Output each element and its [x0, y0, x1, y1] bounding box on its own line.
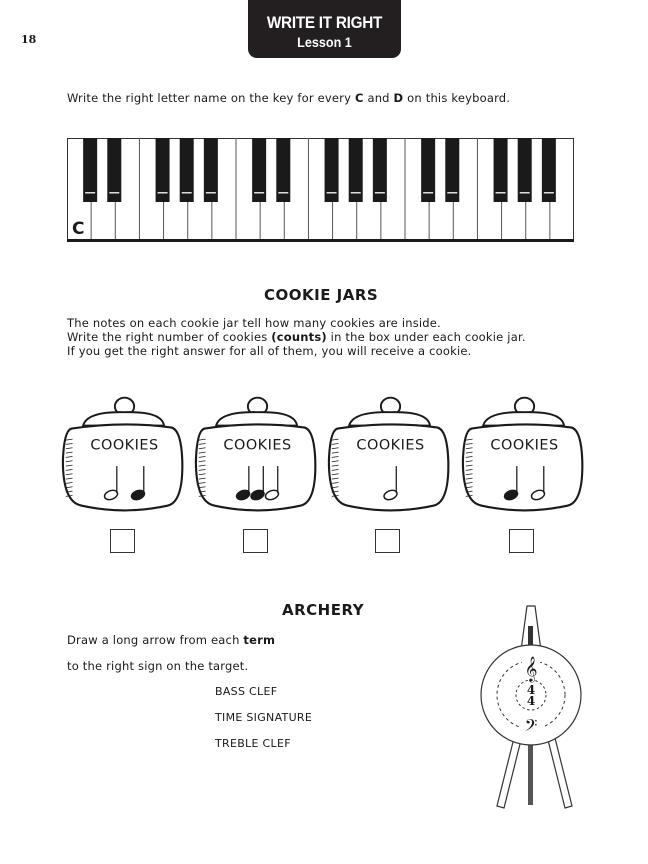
black-key-highlight [278, 192, 288, 194]
black-key-highlight [520, 192, 530, 194]
term-treble-clef: TREBLE CLEF [215, 737, 291, 750]
archery-target [470, 598, 595, 813]
treble-clef-icon: 𝄞 [524, 657, 538, 682]
answer-box[interactable] [110, 529, 135, 553]
easel-post-bottom [528, 743, 533, 805]
time-signature-top: 4 [526, 683, 536, 697]
instruction-text: Write the right letter name on the key for every [67, 91, 355, 105]
cookie-jar [60, 393, 190, 518]
archery-line-2: to the right sign on the target. [67, 659, 249, 673]
instruction-bold-d: D [393, 91, 404, 105]
example-key-label: C [72, 219, 85, 239]
black-key-highlight [206, 192, 216, 194]
term-time-signature: TIME SIGNATURE [215, 711, 313, 724]
instruction-bold-counts: (counts) [271, 330, 327, 344]
cookie-line-2 [67, 330, 526, 344]
jar-label: COOKIES [90, 437, 159, 454]
black-key-highlight [496, 192, 506, 194]
archery-line-1 [67, 633, 275, 647]
black-key-highlight [351, 192, 361, 194]
keyboard-base [67, 239, 574, 242]
lesson-header [248, 0, 401, 58]
jar-label: COOKIES [356, 437, 425, 454]
instruction-bold-c: C [354, 91, 364, 105]
cookie-jar [326, 393, 456, 518]
black-key-highlight [447, 192, 457, 194]
time-signature-bottom: 4 [526, 694, 536, 708]
instruction-text: in the box under each cookie jar. [326, 330, 526, 344]
cookie-jar [193, 393, 323, 518]
answer-box[interactable] [509, 529, 534, 553]
keyboard-instruction [67, 91, 510, 105]
answer-box[interactable] [375, 529, 400, 553]
cookie-line-1: The notes on each cookie jar tell how many cookies are inside. [67, 316, 441, 330]
cookie-jars-title: COOKIE JARS [264, 286, 379, 304]
black-key-highlight [544, 192, 554, 194]
cookie-line-3: If you get the right answer for all of them, you will receive a cookie. [67, 344, 472, 358]
black-key-highlight [327, 192, 337, 194]
jar-label: COOKIES [490, 437, 559, 454]
instruction-text: and [363, 91, 394, 105]
bass-clef-icon: 𝄢 [524, 715, 538, 739]
header-title: WRITE IT RIGHT [266, 13, 383, 32]
term-bass-clef: BASS CLEF [215, 685, 278, 698]
jar-label: COOKIES [223, 437, 292, 454]
archery-title: ARCHERY [282, 601, 365, 619]
instruction-text: Draw a long arrow from each [67, 633, 244, 647]
header-subtitle: Lesson 1 [297, 34, 352, 50]
instruction-text: on this keyboard. [403, 91, 511, 105]
black-key-highlight [423, 192, 433, 194]
black-key-highlight [375, 192, 385, 194]
black-key-highlight [109, 192, 119, 194]
instruction-text: Write the right number of cookies [67, 330, 272, 344]
black-key-highlight [158, 192, 168, 194]
black-key-highlight [254, 192, 264, 194]
cookie-jar [460, 393, 590, 518]
instruction-bold-term: term [243, 633, 276, 647]
black-key-highlight [182, 192, 192, 194]
answer-box[interactable] [243, 529, 268, 553]
piano-keyboard [67, 138, 574, 242]
page-number: 18 [21, 33, 37, 46]
black-key-highlight [85, 192, 95, 194]
